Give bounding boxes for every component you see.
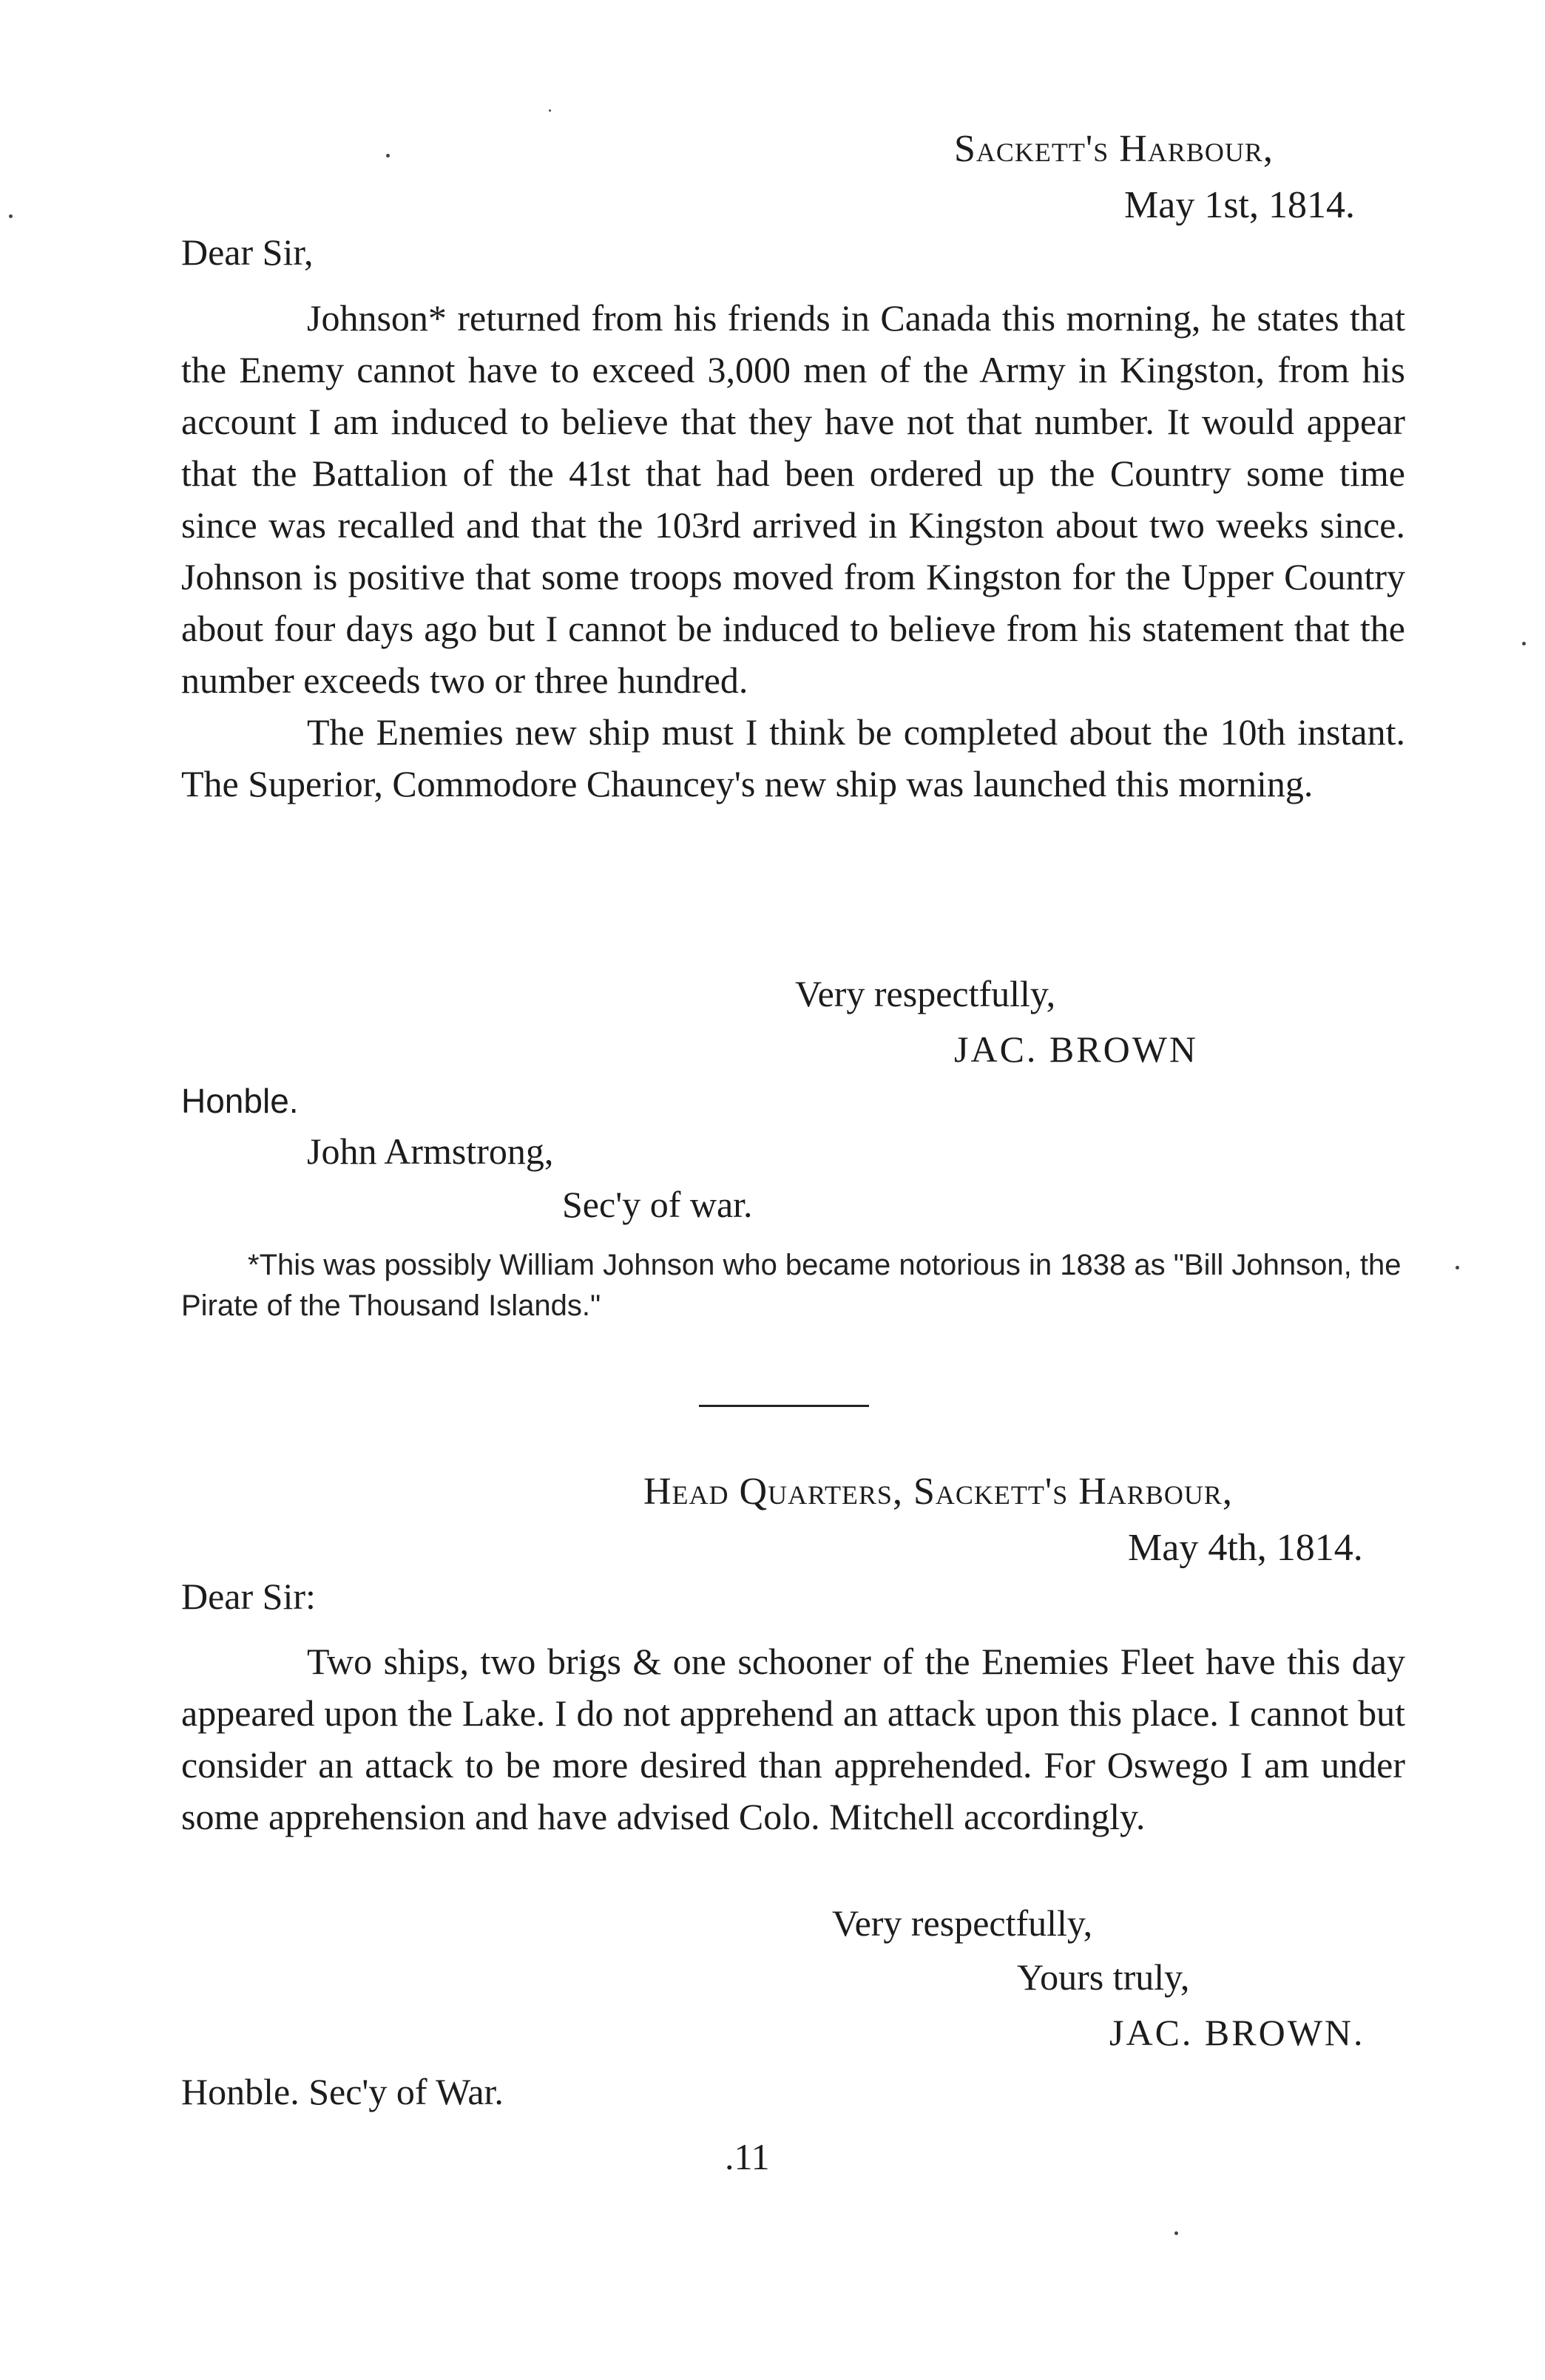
- letter1-place: Sackett's Harbour,: [954, 128, 1274, 170]
- scan-speck: [1456, 1266, 1459, 1269]
- letter1-date: May 1st, 1814.: [1124, 184, 1355, 226]
- letter1-closing: Very respectfully,: [795, 973, 1056, 1014]
- letter2-addressee: Honble. Sec'y of War.: [181, 2071, 504, 2112]
- letter2-closing: Very respectfully,: [832, 1902, 1093, 1944]
- letter2-signature: JAC. BROWN.: [1109, 2012, 1365, 2053]
- scan-speck: [386, 154, 390, 157]
- letter1-signature: JAC. BROWN: [954, 1028, 1199, 1070]
- page-number-value: 11: [734, 2136, 770, 2177]
- letter1-salutation: Dear Sir,: [181, 231, 314, 273]
- letter2-paragraph-1: Two ships, two brigs & one schooner of the Enemies Fleet have this day appeared upon the Lake. I do not apprehend an attack upon this place. I cannot but consider an attack to be more desired than apprehended. For Oswego I am under some apprehension and have advised Colo. Mitchell accordingly.: [181, 1641, 1405, 1837]
- letter1-body: [181, 292, 1405, 810]
- section-divider: [699, 1405, 869, 1407]
- scan-speck: [1174, 2231, 1178, 2235]
- letter2-place: Head Quarters, Sackett's Harbour,: [643, 1471, 1233, 1513]
- letter2-date: May 4th, 1814.: [1128, 1527, 1363, 1569]
- letter1-addressee-title: Honble.: [181, 1082, 299, 1120]
- letter2-salutation: Dear Sir:: [181, 1576, 316, 1617]
- letter2-body: [181, 1635, 1405, 1842]
- letter1-paragraph-1: Johnson* returned from his friends in Canada this morning, he states that the Enemy cannot have to exceed 3,000 men of the Army in Kingston, from his account I am induced to believe that they have not that number. It would appear that the Battalion of the 41st that had been ordered up the Country some time since was recalled and that the 103rd arrived in Kingston about two weeks since. Johnson is positive that some troops moved from Kingston for the Upper Country about four days ago but I cannot be induced to believe from his statement that the number exceeds two or three hundred.: [181, 297, 1405, 701]
- letter2-closing2: Yours truly,: [1017, 1956, 1190, 1998]
- letter1-paragraph-2: The Enemies new ship must I think be completed about the 10th instant. The Superior, Commodore Chauncey's new ship was launched this morning.: [181, 711, 1405, 804]
- footnote-text: *This was possibly William Johnson who became notorious in 1838 as "Bill Johnson, the Pirate of the Thousand Islands.": [181, 1249, 1402, 1322]
- letter1-addressee-name: John Armstrong,: [307, 1130, 554, 1172]
- scan-speck: [549, 109, 551, 112]
- letter1-addressee-office: Sec'y of war.: [562, 1184, 753, 1225]
- scan-speck: [9, 214, 13, 218]
- scan-speck: [1522, 642, 1526, 645]
- page-number: .11: [725, 2136, 770, 2177]
- footnote: [181, 1245, 1405, 1326]
